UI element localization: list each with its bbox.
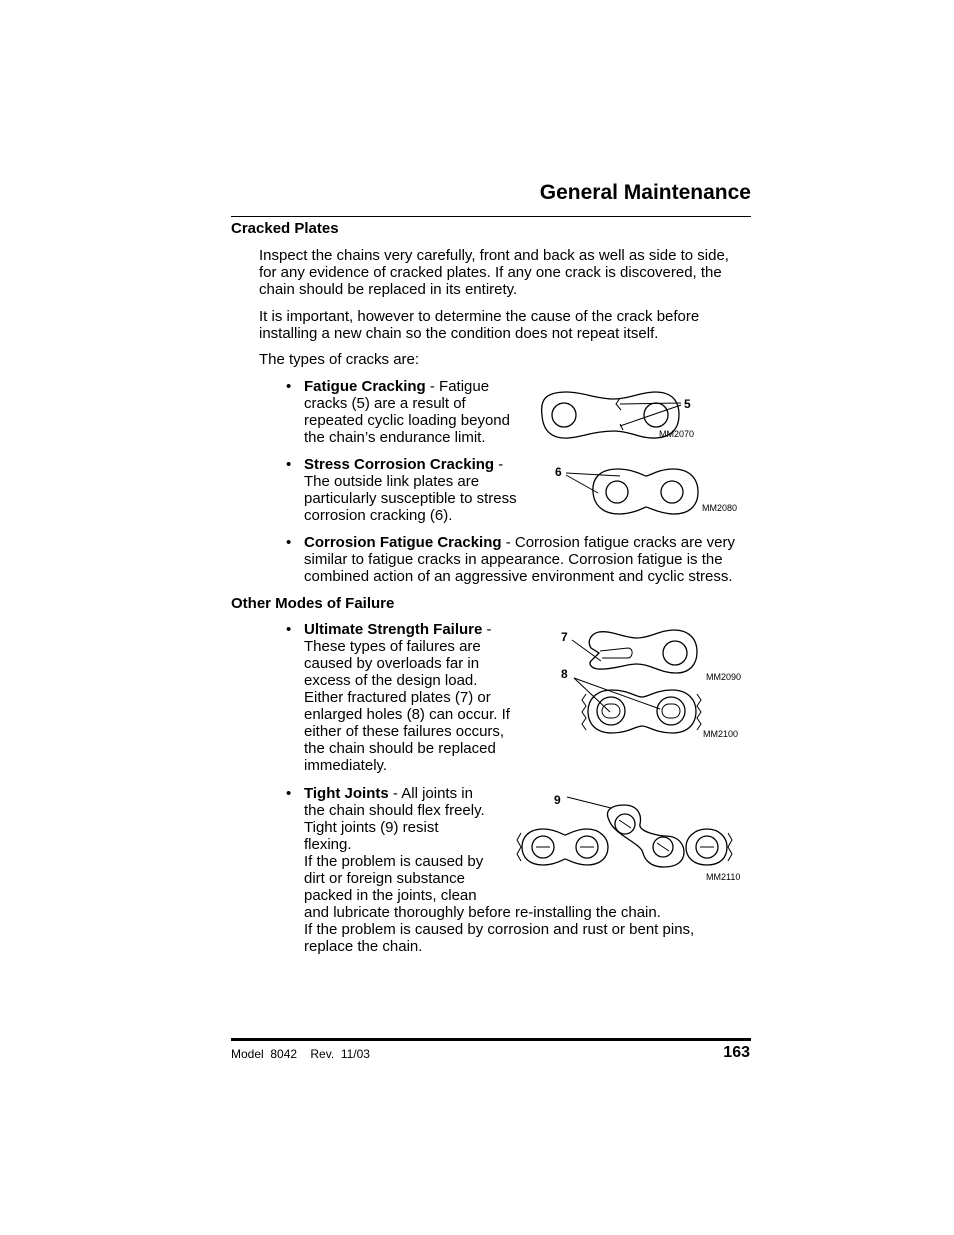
bullet-stress-corrosion: • Stress Corrosion Cracking - The outside link plates are particularly susceptible to stress corrosion cracking (6).	[286, 456, 517, 524]
page-number: 163	[723, 1044, 750, 1061]
figure-code-mm2070: MM2070	[659, 429, 695, 439]
callout-6: 6	[555, 465, 562, 479]
bullet-corrosion-fatigue: • Corrosion Fatigue Cracking - Corrosion fatigue cracks are very similar to fatigue cracks in appearance. Corrosion fatigue is the combined action of an aggressive environment and cyclic stress.	[286, 534, 735, 585]
bullet-ultimate-strength: • Ultimate Strength Failure - These types of failures are caused by overloads far in excess of the design load. Either fractured plates (7) or enlarged holes (8) can occur. If either of these failures occurs, the chain should be replaced immediately.	[286, 621, 510, 774]
bullet-marker: •	[286, 456, 292, 473]
figure-code-mm2110: MM2110	[706, 872, 741, 882]
callout-8: 8	[561, 667, 568, 681]
bullet-marker: •	[286, 534, 292, 551]
paragraph-types: The types of cracks are:	[259, 351, 420, 368]
paragraph-cause: It is important, however to determine the cause of the crack before installing a new chain so the condition does not repeat itself.	[259, 308, 700, 342]
callout-7: 7	[561, 630, 568, 644]
paragraph-inspect: Inspect the chains very carefully, front and back as well as side to side, for any evidence of cracked plates. If any one crack is discovered, the chain should be replaced in its entirety.	[259, 247, 729, 298]
bullet-fatigue-cracking: • Fatigue Cracking - Fatigue cracks (5) are a result of repeated cyclic loading beyond the chain’s endurance limit.	[286, 378, 510, 446]
bullet-marker: •	[286, 378, 292, 395]
bullet-marker: •	[286, 785, 292, 802]
footer-model-revision: Model 8042 Rev. 11/03	[231, 1047, 370, 1061]
footer-rule	[231, 1038, 751, 1041]
figure-code-mm2090: MM2090	[706, 672, 742, 682]
section-heading-other-modes: Other Modes of Failure	[231, 595, 395, 612]
figure-code-mm2100: MM2100	[703, 729, 739, 739]
callout-9: 9	[554, 793, 561, 807]
bullet-marker: •	[286, 621, 292, 638]
callout-5: 5	[684, 397, 691, 411]
bullet-tight-joints: • Tight Joints - All joints in the chain should flex freely. Tight joints (9) resist flexing. If the problem is caused by dirt or foreign substance packed in the joints, clean and lubricate thoroughly before re-installing the chain. If the problem is caused by corrosion and rust or bent pins, replace the chain.	[286, 785, 695, 955]
page-title: General Maintenance	[539, 181, 751, 204]
figure-code-mm2080: MM2080	[702, 503, 738, 513]
section-heading-cracked-plates: Cracked Plates	[231, 220, 339, 237]
